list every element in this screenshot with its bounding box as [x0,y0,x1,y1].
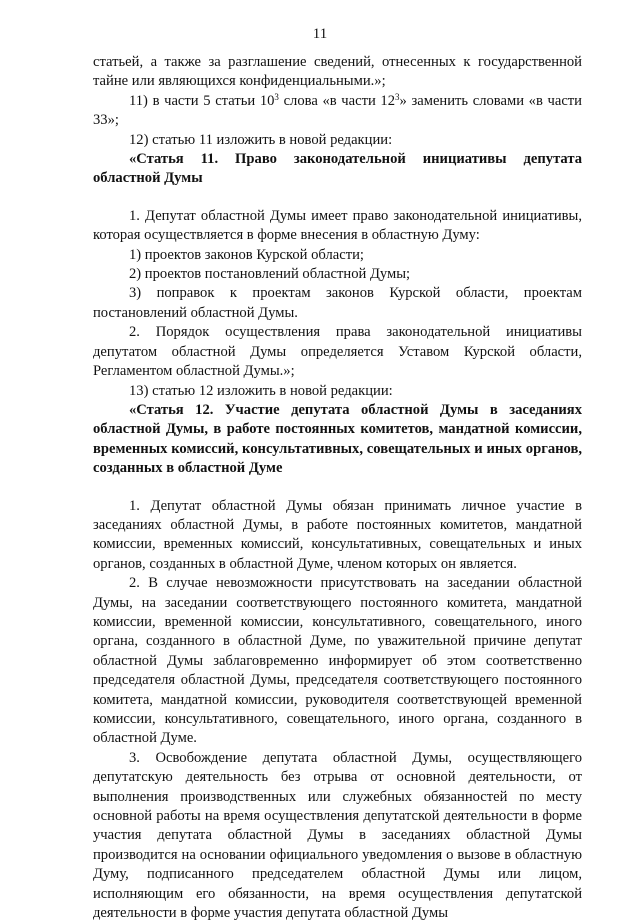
article-12-part-3: 3. Освобождение депутата областной Думы, осуществляющего депутатскую деятельность без отрыва от основной деятельности, от выполнения производственных или служебных обязанностей по месту основной работы на время осуществления депутатской деятельности в форме участия депутата областной Думы в заседаниях областной Думы производится на основании официального уведомления о вызове в областную Думу, подписанного председателем областной Думы или лицом, исполняющим его обязанности, на время осуществления депутатской деятельности в форме участия депутата областной Думы [93,749,582,922]
paragraph-continuation: статьей, а также за разглашение сведений, отнесенных к государственной тайне или являющихся конфиденциальными.»; [93,54,582,90]
page-number: 11 [312,26,328,42]
item-11-sup-1: 3 [274,91,279,102]
article-12-part-2: 2. В случае невозможности присутствовать на заседании областной Думы, на заседании соответствующего постоянного комитета, мандатной комиссии, временной комиссии, консультативного, совещательного, иного органа, созданного в областной Думе, по уважительной причине депутат областной Думы заблаговременно информирует об этом соответственно председателя областной Думы, председателя соответствующего постоянного комитета, мандатной комиссии, руководителя соответствующей временной комиссии, консультативного, совещательного, иного органа, созданного в областной Думе. [93,575,582,747]
item-11-text-c: » заменить словами «в части 33»; [93,92,582,129]
article-12-part-1: 1. Депутат областной Думы обязан принимать личное участие в заседаниях областной Думы, в работе постоянных комитетов, мандатной комиссии, временных комиссий, консультативных, совещательных и иных органов, созданных в областной Думе, членом которых он является. [93,497,582,572]
article-11-part-2: 2. Порядок осуществления права законодательной инициативы депутатом областной Думы определяется Уставом Курской области, Регламентом областной Думы.»; [93,324,582,380]
article-11-part-1-item-3: 3) поправок к проектам законов Курской области, проектам постановлений областной Думы. [93,285,582,321]
spacer [93,479,582,497]
article-11-title: «Статья 11. Право законодательной инициативы депутата областной Думы [93,151,582,187]
article-12-title: «Статья 12. Участие депутата областной Думы в заседаниях областной Думы, в работе постоянных комитетов, мандатной комиссии, временных комиссий, консультативных, совещательных и иных органов, созданных в областной Думе [93,401,582,477]
item-11-text-b: слова «в части 12 [278,92,396,109]
item-11-sup-2: 3 [395,91,400,102]
item-11-text-a: 11) в части 5 статьи 10 [129,92,275,109]
paragraph-item-12: 12) статью 11 изложить в новой редакции: [129,131,393,148]
spacer [93,189,582,207]
paragraph-item-13: 13) статью 12 изложить в новой редакции: [129,382,393,399]
article-11-part-1: 1. Депутат областной Думы имеет право законодательной инициативы, которая осуществляется в форме внесения в областную Думу: [93,207,582,244]
document-body [93,53,582,923]
article-11-part-1-item-1: 1) проектов законов Курской области; [129,246,364,263]
article-11-part-1-item-2: 2) проектов постановлений областной Думы; [129,266,411,283]
paragraph-item-11 [93,92,582,131]
